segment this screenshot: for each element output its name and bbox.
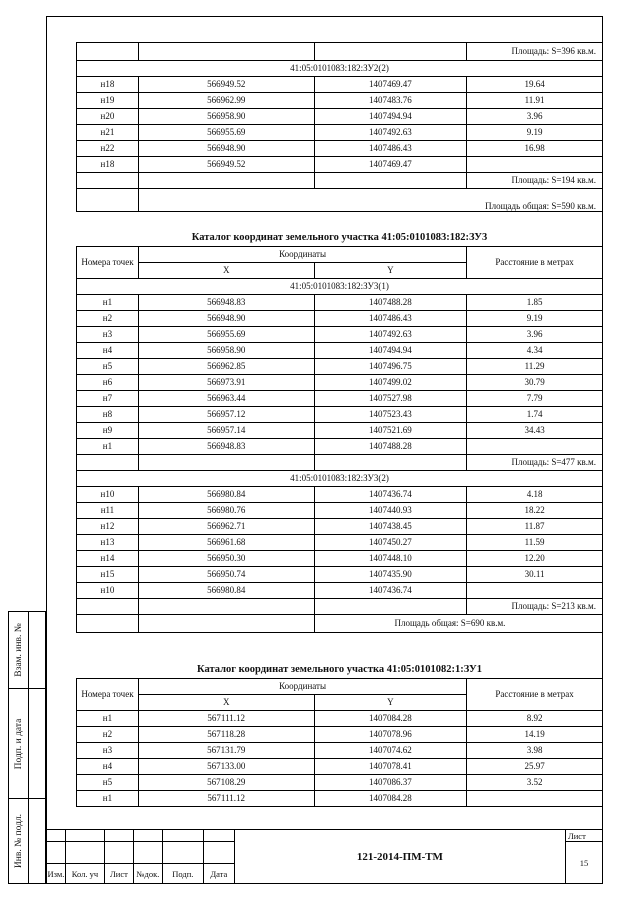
table-cell: н1 [77,439,139,455]
table-cell: 30.11 [467,567,603,583]
header-distance: Расстояние в метрах [467,247,603,279]
table-cell: 1407483.76 [314,93,467,109]
table-cell: 566980.84 [138,583,314,599]
table-cell: 16.98 [467,141,603,157]
table-cell: н4 [77,343,139,359]
table-cell: н14 [77,551,139,567]
stamp-kol: Кол. уч [65,864,104,884]
subsection-title: 41:05:0101083:182:ЗУ2(2) [77,61,603,77]
table-row [77,519,603,535]
table-row [77,407,603,423]
table-cell: н22 [77,141,139,157]
table-row [77,109,603,125]
table-cell: н21 [77,125,139,141]
table-row [77,157,603,173]
table-cell: 11.91 [467,93,603,109]
total-row [77,615,603,633]
table-cell [467,157,603,173]
table-cell: 19.64 [467,77,603,93]
table-cell: 3.98 [467,743,603,759]
table-cell: н10 [77,487,139,503]
table-cell: 1.74 [467,407,603,423]
side-inv-label: Инв. № подл. [13,813,24,869]
area-value: Площадь: S=477 кв.м. [467,455,603,471]
subsection-title: 41:05:0101083:182:ЗУ3(1) [77,279,603,295]
table-cell: н1 [77,791,139,807]
table-cell: 1407084.28 [314,791,467,807]
table-cell: н13 [77,535,139,551]
table-cell: 4.34 [467,343,603,359]
total-row [77,189,603,212]
table-cell: н19 [77,93,139,109]
stamp-list: Лист [104,864,133,884]
table-cell: 4.18 [467,487,603,503]
table-cell: н2 [77,727,139,743]
area-row [77,173,603,189]
table-cell: 566949.52 [138,77,314,93]
table-row [77,791,603,807]
table-cell: 1407486.43 [314,141,467,157]
area-value: Площадь: S=194 кв.м. [467,173,603,189]
table-cell: 34.43 [467,423,603,439]
header-x: X [138,263,314,279]
total-area: Площадь общая: S=690 кв.м. [314,615,603,633]
table-row [77,583,603,599]
table-cell: 566973.91 [138,375,314,391]
table-cell: н5 [77,775,139,791]
table-cell [467,583,603,599]
table-cell: 9.19 [467,125,603,141]
table-cell: 566962.71 [138,519,314,535]
table-row [77,125,603,141]
table-cell: 1407074.62 [314,743,467,759]
table-cell: 11.29 [467,359,603,375]
document-code: 121-2014-ПМ-ТМ [234,830,565,884]
table-cell: 3.96 [467,327,603,343]
table-cell: н3 [77,327,139,343]
table-cell: 1407435.90 [314,567,467,583]
table-cell: 1407492.63 [314,125,467,141]
table-row [77,77,603,93]
table-cell: 566957.12 [138,407,314,423]
table-row [77,551,603,567]
table-cell: 1407492.63 [314,327,467,343]
table-cell: н3 [77,743,139,759]
table-cell: 567118.28 [138,727,314,743]
table-cell: 1407469.47 [314,77,467,93]
table-cell: 7.79 [467,391,603,407]
table-cell: н9 [77,423,139,439]
table-cell: 12.20 [467,551,603,567]
table-cell: 566980.84 [138,487,314,503]
table-cell: 567133.00 [138,759,314,775]
table-cell: н18 [77,77,139,93]
table-row [77,503,603,519]
table-cell: 1407494.94 [314,343,467,359]
table-cell: 566958.90 [138,109,314,125]
table-cell: 566962.85 [138,359,314,375]
side-podp [8,689,46,799]
table-cell: 1407488.28 [314,295,467,311]
subsection-row [77,279,603,295]
coords-table-zu3 [76,246,603,633]
table-cell: 566949.52 [138,157,314,173]
sheet-label: Лист [565,830,602,842]
table-cell: 1407494.94 [314,109,467,125]
header-distance: Расстояние в метрах [467,679,603,711]
header-coords: Координаты [138,679,466,695]
table-row [77,487,603,503]
table-cell: 1407086.37 [314,775,467,791]
table-row [77,759,603,775]
table-cell: н1 [77,295,139,311]
table-row [77,375,603,391]
table-cell: 3.96 [467,109,603,125]
table-cell: 14.19 [467,727,603,743]
table-cell: 567111.12 [138,711,314,727]
table-cell: 566961.68 [138,535,314,551]
sheet-number: 15 [565,842,602,884]
table-cell: 1407523.43 [314,407,467,423]
table-cell: 566955.69 [138,125,314,141]
table-row [77,743,603,759]
table-cell: 1407436.74 [314,583,467,599]
table-cell: н1 [77,711,139,727]
total-area: Площадь общая: S=590 кв.м. [138,189,602,212]
title-block [46,829,603,884]
area-value: Площадь: S=396 кв.м. [467,43,603,61]
area-value: Площадь: S=213 кв.м. [467,599,603,615]
table-cell: 9.19 [467,311,603,327]
table-cell: н15 [77,567,139,583]
table-cell: 18.22 [467,503,603,519]
table-cell: 566948.90 [138,311,314,327]
table-cell: 566950.74 [138,567,314,583]
table-cell: 1407527.98 [314,391,467,407]
side-podp-label: Подп. и дата [13,718,24,769]
coords-table-zu1 [76,678,603,807]
table-cell: 1.85 [467,295,603,311]
header-x: X [138,695,314,711]
table-cell: 566957.14 [138,423,314,439]
area-row [77,455,603,471]
table-cell: 566950.30 [138,551,314,567]
area-row [77,599,603,615]
table-cell: 25.97 [467,759,603,775]
table-row [77,327,603,343]
header-y: Y [314,695,467,711]
table-row [77,711,603,727]
side-inv [8,799,46,884]
table-cell: н20 [77,109,139,125]
table-cell: 1407438.45 [314,519,467,535]
table-row [77,93,603,109]
header-y: Y [314,263,467,279]
table-cell: 1407469.47 [314,157,467,173]
table-cell: 1407078.96 [314,727,467,743]
side-vzam-label: Взам. инв. № [13,623,24,677]
table-cell: н4 [77,759,139,775]
table-row [77,359,603,375]
stamp-ndok: №док. [133,864,162,884]
subsection-title: 41:05:0101083:182:ЗУ3(2) [77,471,603,487]
table-cell: н11 [77,503,139,519]
table-cell [467,791,603,807]
table-cell: 1407448.10 [314,551,467,567]
subsection-row [77,61,603,77]
table-cell: 1407078.41 [314,759,467,775]
table-row [77,535,603,551]
table-cell: 30.79 [467,375,603,391]
table-row [77,391,603,407]
table-cell: н6 [77,375,139,391]
table-row [77,567,603,583]
table-row [77,343,603,359]
header-points: Номера точек [77,679,139,711]
table-cell: н18 [77,157,139,173]
table-cell: 11.59 [467,535,603,551]
header-points: Номера точек [77,247,139,279]
subsection-row [77,471,603,487]
table-cell: 566948.83 [138,295,314,311]
table-cell: 1407521.69 [314,423,467,439]
table-cell: 3.52 [467,775,603,791]
table-cell: 1407486.43 [314,311,467,327]
coords-table-zu2 [76,42,603,212]
table-cell: 566955.69 [138,327,314,343]
table-row [77,423,603,439]
catalog-caption-zu1: Каталог координат земельного участка 41:05:0101082:1:ЗУ1 [197,664,482,675]
table-row [77,775,603,791]
area-row [77,43,603,61]
table-cell [467,439,603,455]
side-vzam [8,611,46,689]
table-cell: 1407488.28 [314,439,467,455]
table-cell: н8 [77,407,139,423]
table-row [77,727,603,743]
table-cell: 566958.90 [138,343,314,359]
table-cell: 567131.79 [138,743,314,759]
table-cell: н7 [77,391,139,407]
table-cell: 567108.29 [138,775,314,791]
header-coords: Координаты [138,247,466,263]
table-cell: н2 [77,311,139,327]
stamp-podp: Подп. [162,864,203,884]
table-row [77,141,603,157]
table-cell: 1407450.27 [314,535,467,551]
stamp-izm: Изм. [47,864,66,884]
stamp-data: Дата [203,864,234,884]
table-cell: 1407499.02 [314,375,467,391]
table-cell: н5 [77,359,139,375]
table-cell: 1407436.74 [314,487,467,503]
table-row [77,295,603,311]
table-cell: 1407496.75 [314,359,467,375]
table-cell: 566948.90 [138,141,314,157]
table-cell: 1407084.28 [314,711,467,727]
catalog-caption-zu3: Каталог координат земельного участка 41:05:0101083:182:ЗУ3 [191,232,488,243]
table-cell: 566948.83 [138,439,314,455]
table-cell: 566963.44 [138,391,314,407]
table-cell: н12 [77,519,139,535]
table-cell: 1407440.93 [314,503,467,519]
table-cell: 8.92 [467,711,603,727]
table-cell: н10 [77,583,139,599]
table-cell: 566962.99 [138,93,314,109]
table-row [77,311,603,327]
table-cell: 567111.12 [138,791,314,807]
table-cell: 11.87 [467,519,603,535]
table-row [77,439,603,455]
table-cell: 566980.76 [138,503,314,519]
